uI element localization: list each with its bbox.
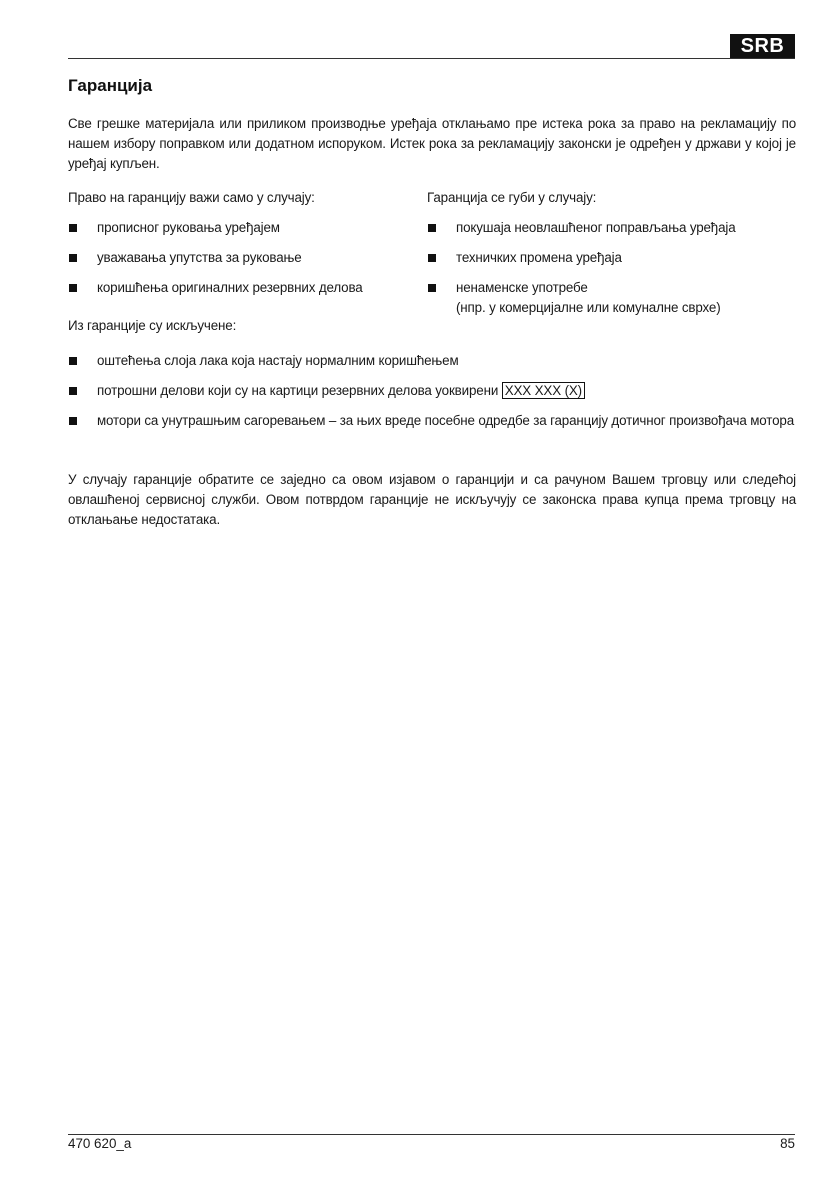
bullet-icon — [69, 387, 77, 395]
language-badge: SRB — [730, 34, 795, 58]
bullet-icon — [428, 284, 436, 292]
page-number: 85 — [780, 1136, 795, 1151]
bullet-icon — [69, 284, 77, 292]
list-item: ненаменске употребе (нпр. у комерцијалне или комуналне сврхе) — [427, 278, 797, 318]
list-item: коришћења оригиналних резервних делова — [68, 278, 408, 298]
list-item: прописног руковања уређајем — [68, 218, 408, 238]
list-item: уважавања упутства за руковање — [68, 248, 408, 268]
spare-part-code-box: XXX XXX (X) — [502, 382, 585, 399]
list-item: техничких промена уређаја — [427, 248, 797, 268]
exclusions-heading: Из гаранције су искључене: — [68, 318, 237, 333]
page-title: Гаранција — [68, 76, 153, 95]
list-item-note: (нпр. у комерцијалне или комуналне сврхе) — [456, 300, 721, 315]
warranty-void-list — [427, 218, 797, 328]
list-item: потрошни делови који су на картици резервних делова уоквирени XXX XXX (X) — [68, 381, 796, 401]
header-rule — [68, 58, 795, 59]
closing-paragraph: У случају гаранције обратите се заједно са овом изјавом о гаранцији и са рачуном Вашем трговцу или следећој овлашћеној сервисној служби. Овом потврдом гаранције не искључују се законска права купца према трговцу на отклањање недостатака. — [68, 472, 796, 527]
warranty-valid-list — [68, 218, 408, 308]
bullet-icon — [428, 254, 436, 262]
bullet-icon — [69, 357, 77, 365]
list-item: мотори са унутрашњим сагоревањем – за њих вреде посебне одредбе за гаранцију дотичног произвођача мотора — [68, 411, 796, 431]
list-item: оштећења слоја лака која настају нормалним коришћењем — [68, 351, 796, 371]
bullet-icon — [69, 254, 77, 262]
list-item: покушаја неовлашћеног поправљања уређаја — [427, 218, 797, 238]
document-code: 470 620_a — [68, 1136, 132, 1151]
bullet-icon — [428, 224, 436, 232]
footer-rule — [68, 1134, 795, 1135]
warranty-valid-heading: Право на гаранцију важи само у случају: — [68, 190, 315, 205]
exclusions-list — [68, 351, 796, 441]
intro-paragraph: Све грешке материјала или приликом производње уређаја отклањамо пре истека рока за право на рекламацију по нашем избору поправком или додатном испоруком. Истек рока за рекламацију законски је одређен у држави у којој је уређај купљен. — [68, 116, 796, 171]
bullet-icon — [69, 417, 77, 425]
warranty-void-heading: Гаранција се губи у случају: — [427, 190, 597, 205]
bullet-icon — [69, 224, 77, 232]
